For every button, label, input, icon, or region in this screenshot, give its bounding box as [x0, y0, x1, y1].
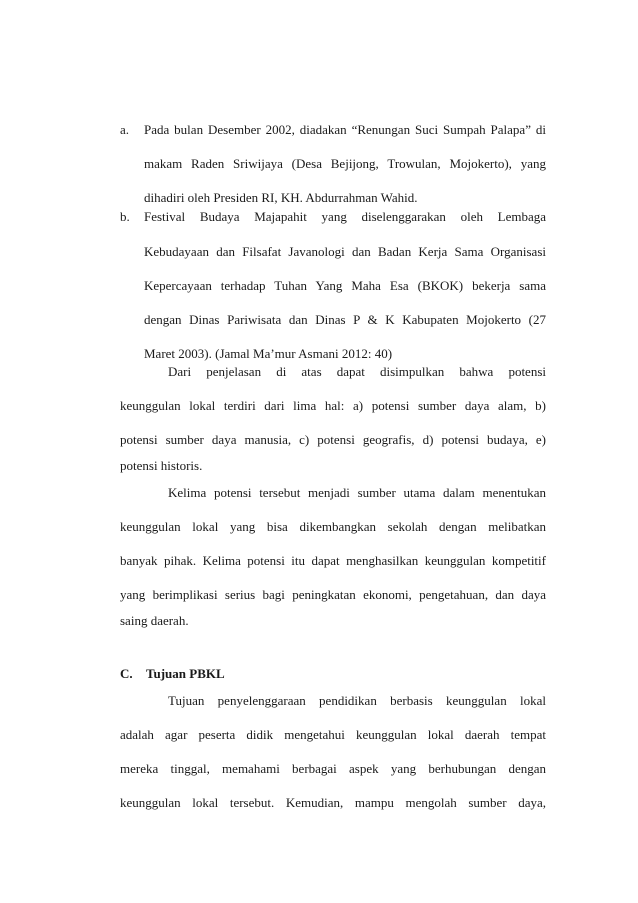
- list-b-line-3: Kepercayaan terhadap Tuhan Yang Maha Esa (BKOK) bekerja sama: [144, 278, 546, 293]
- section-title: Tujuan PBKL: [146, 666, 225, 681]
- para1-line-3: potensi sumber daya manusia, c) potensi geografis, d) potensi budaya, e): [120, 432, 546, 447]
- section-heading: [120, 665, 225, 682]
- list-b-line-5: Maret 2003). (Jamal Ma’mur Asmani 2012: 40): [144, 346, 393, 361]
- list-a-line-2: makam Raden Sriwijaya (Desa Bejijong, Trowulan, Mojokerto), yang: [144, 156, 546, 171]
- list-marker-a: a.: [120, 122, 130, 137]
- para2-line-3: banyak pihak. Kelima potensi itu dapat menghasilkan keunggulan kompetitif: [120, 553, 546, 568]
- para3-line-3: mereka tinggal, memahami berbagai aspek yang berhubungan dengan: [120, 761, 546, 776]
- para3-line-4: keunggulan lokal tersebut. Kemudian, mampu mengolah sumber daya,: [120, 795, 546, 810]
- para2-line-5: saing daerah.: [120, 613, 189, 628]
- para2-line-4: yang berimplikasi serius bagi peningkatan ekonomi, pengetahuan, dan daya: [120, 587, 546, 602]
- para1-line-2: keunggulan lokal terdiri dari lima hal: a) potensi sumber daya alam, b): [120, 398, 546, 413]
- para3-line-2: adalah agar peserta didik mengetahui keunggulan lokal daerah tempat: [120, 727, 546, 742]
- section-number: C.: [120, 666, 133, 681]
- list-marker-b: b.: [120, 209, 130, 224]
- para3-line-1: Tujuan penyelenggaraan pendidikan berbasis keunggulan lokal: [168, 693, 546, 708]
- list-b-line-4: dengan Dinas Pariwisata dan Dinas P & K Kabupaten Mojokerto (27: [144, 312, 546, 327]
- list-a-line-3: dihadiri oleh Presiden RI, KH. Abdurrahman Wahid.: [144, 190, 418, 205]
- list-b-line-2: Kebudayaan dan Filsafat Javanologi dan Badan Kerja Sama Organisasi: [144, 244, 546, 259]
- list-b-line-1: Festival Budaya Majapahit yang diselenggarakan oleh Lembaga: [144, 209, 546, 224]
- list-a-line-1: Pada bulan Desember 2002, diadakan “Renungan Suci Sumpah Palapa” di: [144, 122, 546, 137]
- para2-line-2: keunggulan lokal yang bisa dikembangkan sekolah dengan melibatkan: [120, 519, 546, 534]
- para1-line-4: potensi historis.: [120, 458, 203, 473]
- para2-line-1: Kelima potensi tersebut menjadi sumber utama dalam menentukan: [168, 485, 546, 500]
- para1-line-1: Dari penjelasan di atas dapat disimpulkan bahwa potensi: [168, 364, 546, 379]
